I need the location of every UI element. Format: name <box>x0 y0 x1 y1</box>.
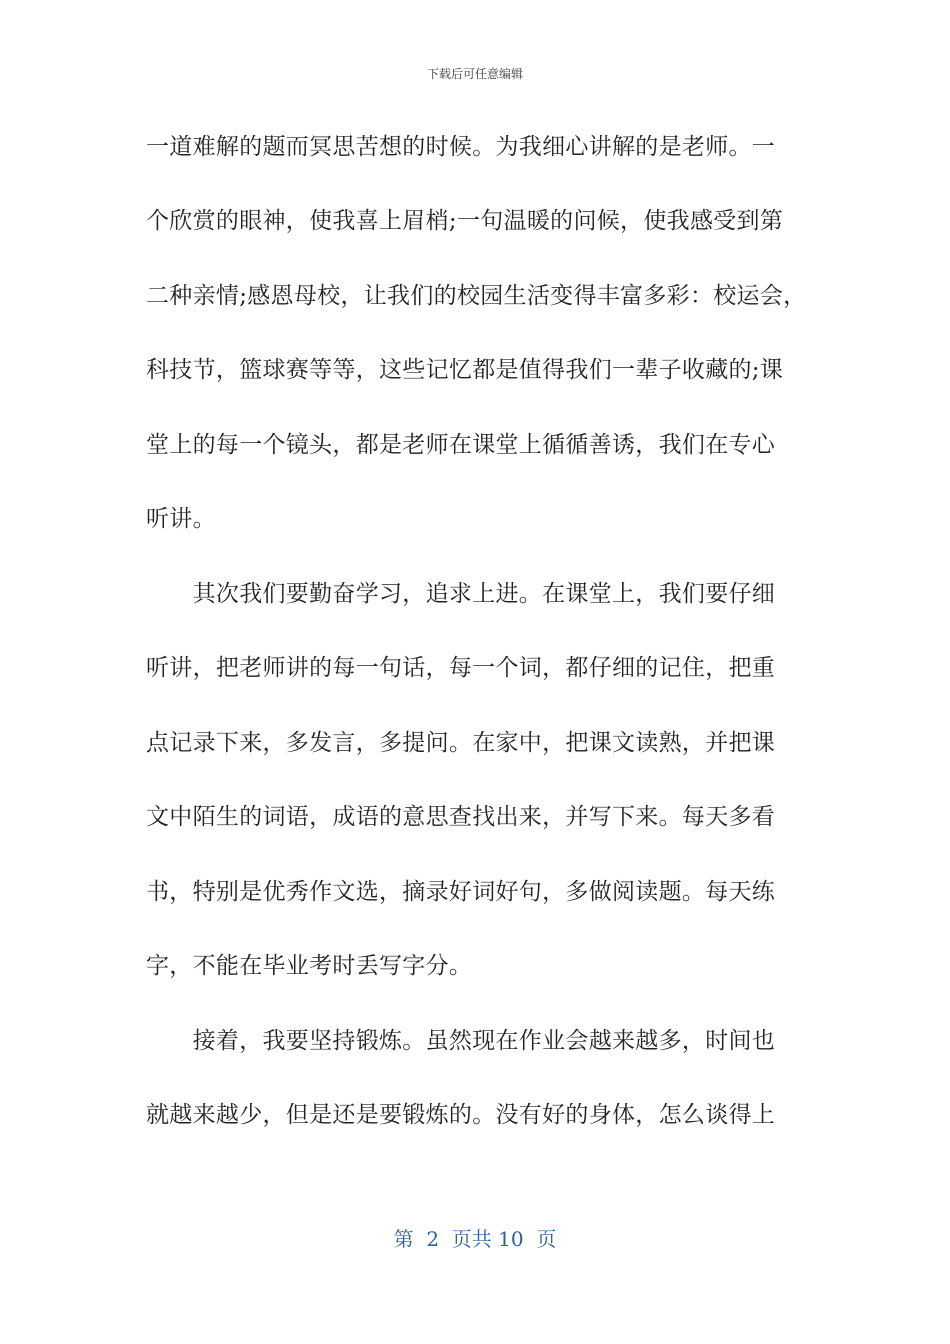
paragraph-line: 个欣赏的眼神，使我喜上眉梢;一句温暖的问候，使我感受到第 <box>146 208 784 234</box>
paragraph-line: 科技节，篮球赛等等，这些记忆都是值得我们一辈子收藏的;课 <box>146 357 784 383</box>
page-header: 下载后可任意编辑 <box>426 67 523 81</box>
paragraph-line: 就越来越少，但是还是要锻炼的。没有好的身体，怎么谈得上 <box>146 1102 776 1128</box>
paragraph-line: 书，特别是优秀作文选，摘录好词好句，多做阅读题。每天练 <box>146 879 776 905</box>
paragraph-line: 堂上的每一个镜头，都是老师在课堂上循循善诱，我们在专心 <box>146 432 776 458</box>
paragraph-line: 一道难解的题而冥思苦想的时候。为我细心讲解的是老师。一 <box>146 134 776 160</box>
paragraph-line: 文中陌生的词语，成语的意思查找出来，并写下来。每天多看 <box>146 804 776 830</box>
paragraph-line: 听讲，把老师讲的每一句话，每一个词，都仔细的记住，把重 <box>146 655 776 681</box>
paragraph-line: 接着，我要坚持锻炼。虽然现在作业会越来越多，时间也 <box>146 1028 776 1054</box>
paragraph-line: 字，不能在毕业考时丢写字分。 <box>146 953 473 979</box>
paragraph-line: 点记录下来，多发言，多提问。在家中，把课文读熟，并把课 <box>146 730 776 756</box>
page-number-footer: 第 2 页共 10 页 <box>393 1227 557 1251</box>
paragraph-line: 其次我们要勤奋学习，追求上进。在课堂上，我们要仔细 <box>146 581 776 607</box>
paragraph-line: 二种亲情;感恩母校，让我们的校园生活变得丰富多彩：校运会， <box>146 283 807 309</box>
paragraph-line: 听讲。 <box>146 506 216 532</box>
